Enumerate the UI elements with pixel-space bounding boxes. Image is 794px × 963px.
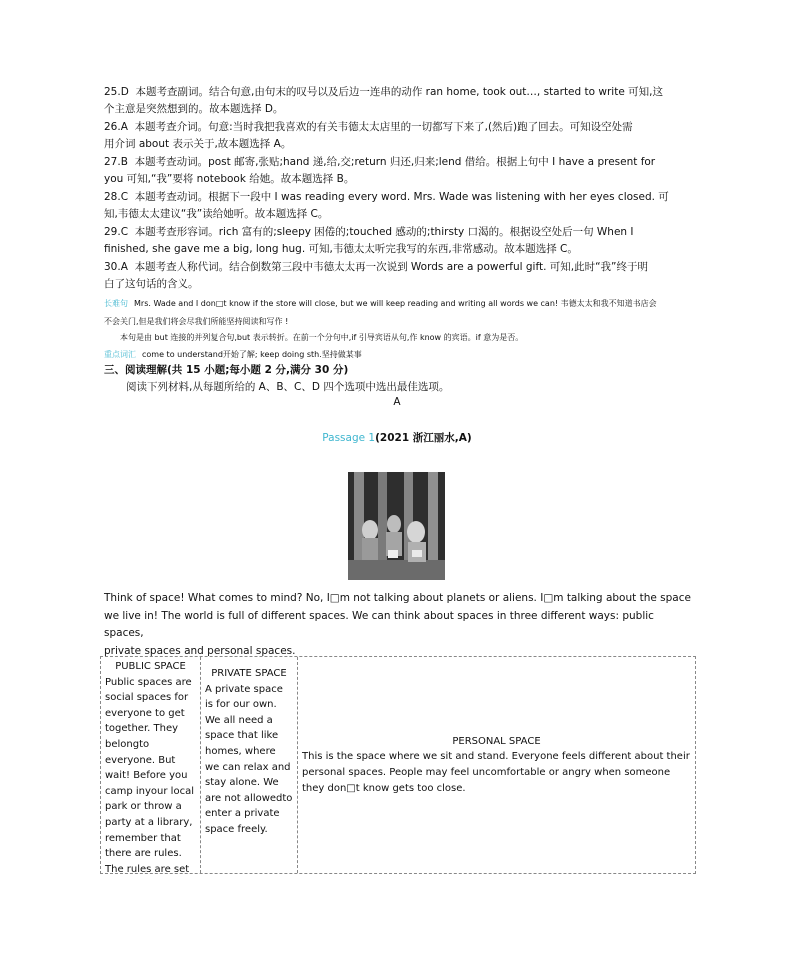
public-space-body: Public spaces are social spaces for everyone to get together. They belongto everyone. But wait! Before you camp inyour local park or throw a party at a library, remember that there are rules. The rules are set <box>105 676 194 873</box>
answer-30-cont: 白了这句话的含义。 <box>104 278 199 290</box>
passage-intro: Think of space! What comes to mind? No, I□m not talking about planets or aliens. I□m talking about the space we live in! The world is full of different spaces. We can think about spaces in three different ways: public spaces, private spaces and personal spaces. <box>104 592 691 657</box>
answer-28-cont: 知,韦德太太建议“我”读给她听。故本题选择 C。 <box>104 208 329 220</box>
passage-label: Passage 1 <box>322 432 376 444</box>
photo-image <box>348 472 445 580</box>
students-reading-photo <box>348 472 445 580</box>
section-instruction: 阅读下列材料,从每题所给的 A、B、C、D 四个选项中选出最佳选项。 <box>126 381 450 393</box>
passage-source: (2021 浙江丽水,A) <box>375 432 472 444</box>
answer-30: 30.A 本题考查人称代词。结合倒数第三段中韦德太太再一次说到 Words are a powerful gift. 可知,此时“我”终于明 <box>104 261 648 273</box>
private-space-body: A private space is for our own. We all need a space that like homes, where we can relax and stay alone. We are not allowedto enter a private space freely. <box>205 683 293 835</box>
personal-space-title: PERSONAL SPACE <box>452 735 541 747</box>
answer-29: 29.C 本题考查形容词。rich 富有的;sleepy 困倦的;touched 感动的;thirsty 口渴的。根据设空处后一句 When I <box>104 226 634 238</box>
long-sentence-analysis: 本句是由 but 连接的并列复合句,but 表示转折。在前一个分句中,if 引导宾语从句,作 know 的宾语。if 意为是否。 <box>120 333 524 342</box>
private-space-column <box>201 657 298 873</box>
section-part: A <box>393 396 401 408</box>
answer-27-cont: you 可知,“我”要将 notebook 给她。故本题选择 B。 <box>104 173 355 185</box>
personal-space-column <box>298 657 695 873</box>
answer-26-cont: 用介词 about 表示关于,故本题选择 A。 <box>104 138 292 150</box>
key-phrases: 重点词汇 come to understand开始了解; keep doing sth.坚持做某事 <box>104 350 362 359</box>
answer-25-cont: 个主意是突然想到的。故本题选择 D。 <box>104 103 284 115</box>
answer-28: 28.C 本题考查动词。根据下一段中 I was reading every word. Mrs. Wade was listening with her eyes closed. 可 <box>104 191 669 203</box>
key-phrases-tag: 重点词汇 <box>104 350 136 359</box>
personal-space-body: This is the space where we sit and stand. Everyone feels different about their personal spaces. People may feel uncomfortable or angry when someone they don□t know gets too close. <box>302 751 690 794</box>
answer-29-cont: finished, she gave me a big, long hug. 可知,韦德太太听完我写的东西,非常感动。故本题选择 C。 <box>104 243 578 255</box>
long-sentence-tag: 长难句 <box>104 299 128 308</box>
public-space-title: PUBLIC SPACE <box>115 661 186 672</box>
public-space-column <box>101 657 201 873</box>
answer-27: 27.B 本题考查动词。post 邮寄,张贴;hand 递,给,交;return 归还,归来;lend 借给。根据上句中 I have a present for <box>104 156 656 168</box>
section-heading: 三、阅读理解(共 15 小题;每小题 2 分,满分 30 分) <box>104 364 349 376</box>
spaces-table <box>100 656 696 874</box>
answer-26: 26.A 本题考查介词。句意:当时我把我喜欢的有关韦德太太店里的一切都写下来了,(然后)跑了回去。可知设空处需 <box>104 121 633 133</box>
long-sentence-cont: 不会关门,但是我们将会尽我们所能坚持阅读和写作 ! <box>104 317 289 326</box>
long-sentence: 长难句 Mrs. Wade and I don□t know if the store will close, but we will keep reading and writing all words we can! 韦德太太和我不知道书店会 <box>104 299 657 308</box>
answer-25: 25.D 本题考查副词。结合句意,由句末的叹号以及后边一连串的动作 ran home, took out…, started to write 可知,这 <box>104 86 663 98</box>
passage-title <box>0 430 794 445</box>
private-space-title: PRIVATE SPACE <box>211 668 287 679</box>
